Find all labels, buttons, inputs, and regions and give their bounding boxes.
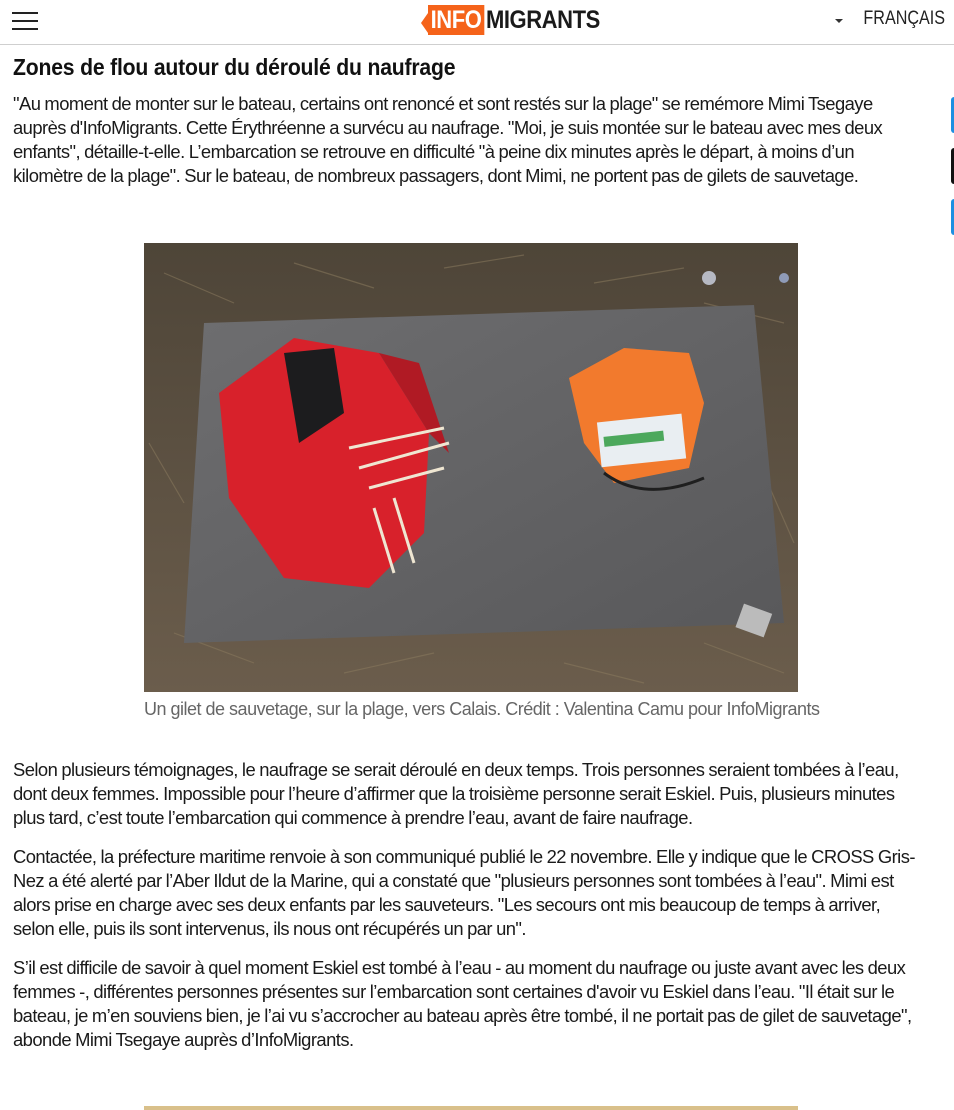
article-paragraph: "Au moment de monter sur le bateau, certains ont renoncé et sont restés sur la plage" se remémore Mimi Tsegaye auprès d'InfoMigrants. Cette Érythréenne a survécu au naufrage. "Moi, je suis montée sur le bateau avec mes deux enfants", détaille-t-elle. L’embarcation se retrouve en difficulté "à peine dix minutes après le départ, à moins d’un kilomètre de la plage". Sur le bateau, de nombreux passagers, dont Mimi, ne portent pas de gilets de sauvetage. [13,93,883,186]
language-selector[interactable] [835,8,945,30]
article-body-continued [13,758,923,1052]
caret-down-icon [835,19,843,23]
article-paragraph: Selon plusieurs témoignages, le naufrage se serait déroulé en deux temps. Trois personnes seraient tombées à l’eau, dont deux femmes. Impossible pour l’heure d’affirmer que la troisième personne serait Eskiel. Puis, plusieurs minutes plus tard, c’est toute l’embarcation qui commence à prendre l’eau, avant de faire naufrage. [13,759,899,828]
life-vest-photo [144,243,798,692]
site-logo[interactable] [421,4,615,36]
logo-migrants-text: MIGRANTS [485,6,600,34]
logo-info-text: INFO [428,5,484,35]
menu-icon[interactable] [12,10,40,32]
article-paragraph: Contactée, la préfecture maritime renvoie à son communiqué publié le 22 novembre. Elle y indique que le CROSS Gris-Nez a été alerté par l’Aber Ildut de la Marine, qui a constaté que "plusieurs personnes sont tombées à l’eau". Mimi est alors prise en charge avec ses deux enfants par les sauveteurs. "Les secours ont mis beaucoup de temps à arriver, selon elle, puis ils sont intervenus, ils nous ont récupérés un par un". [13,846,915,939]
logo-mark [421,13,428,33]
site-header [0,0,954,45]
next-article-figure [144,1106,798,1110]
section-title: Zones de flou autour du déroulé du naufrage [13,54,456,80]
article-paragraph: S’il est difficile de savoir à quel moment Eskiel est tombé à l’eau - au moment du naufrage ou juste avant avec les deux femmes -, différentes personnes présentes sur l’embarcation sont certaines d'avoir vu Eskiel dans l’eau. "Il était sur le bateau, je m’en souviens bien, je l’ai vu s’accrocher au bateau après être tombé, il ne portait pas de gilet de sauvetage", abonde Mimi Tsegaye auprès d’InfoMigrants. [13,957,912,1050]
figure-caption: Un gilet de sauvetage, sur la plage, vers Calais. Crédit : Valentina Camu pour InfoMigrants [144,699,820,719]
article-body [13,52,923,188]
language-label: FRANÇAIS [863,8,945,29]
life-vest-photo-image [144,243,798,692]
article-figure [144,243,820,721]
